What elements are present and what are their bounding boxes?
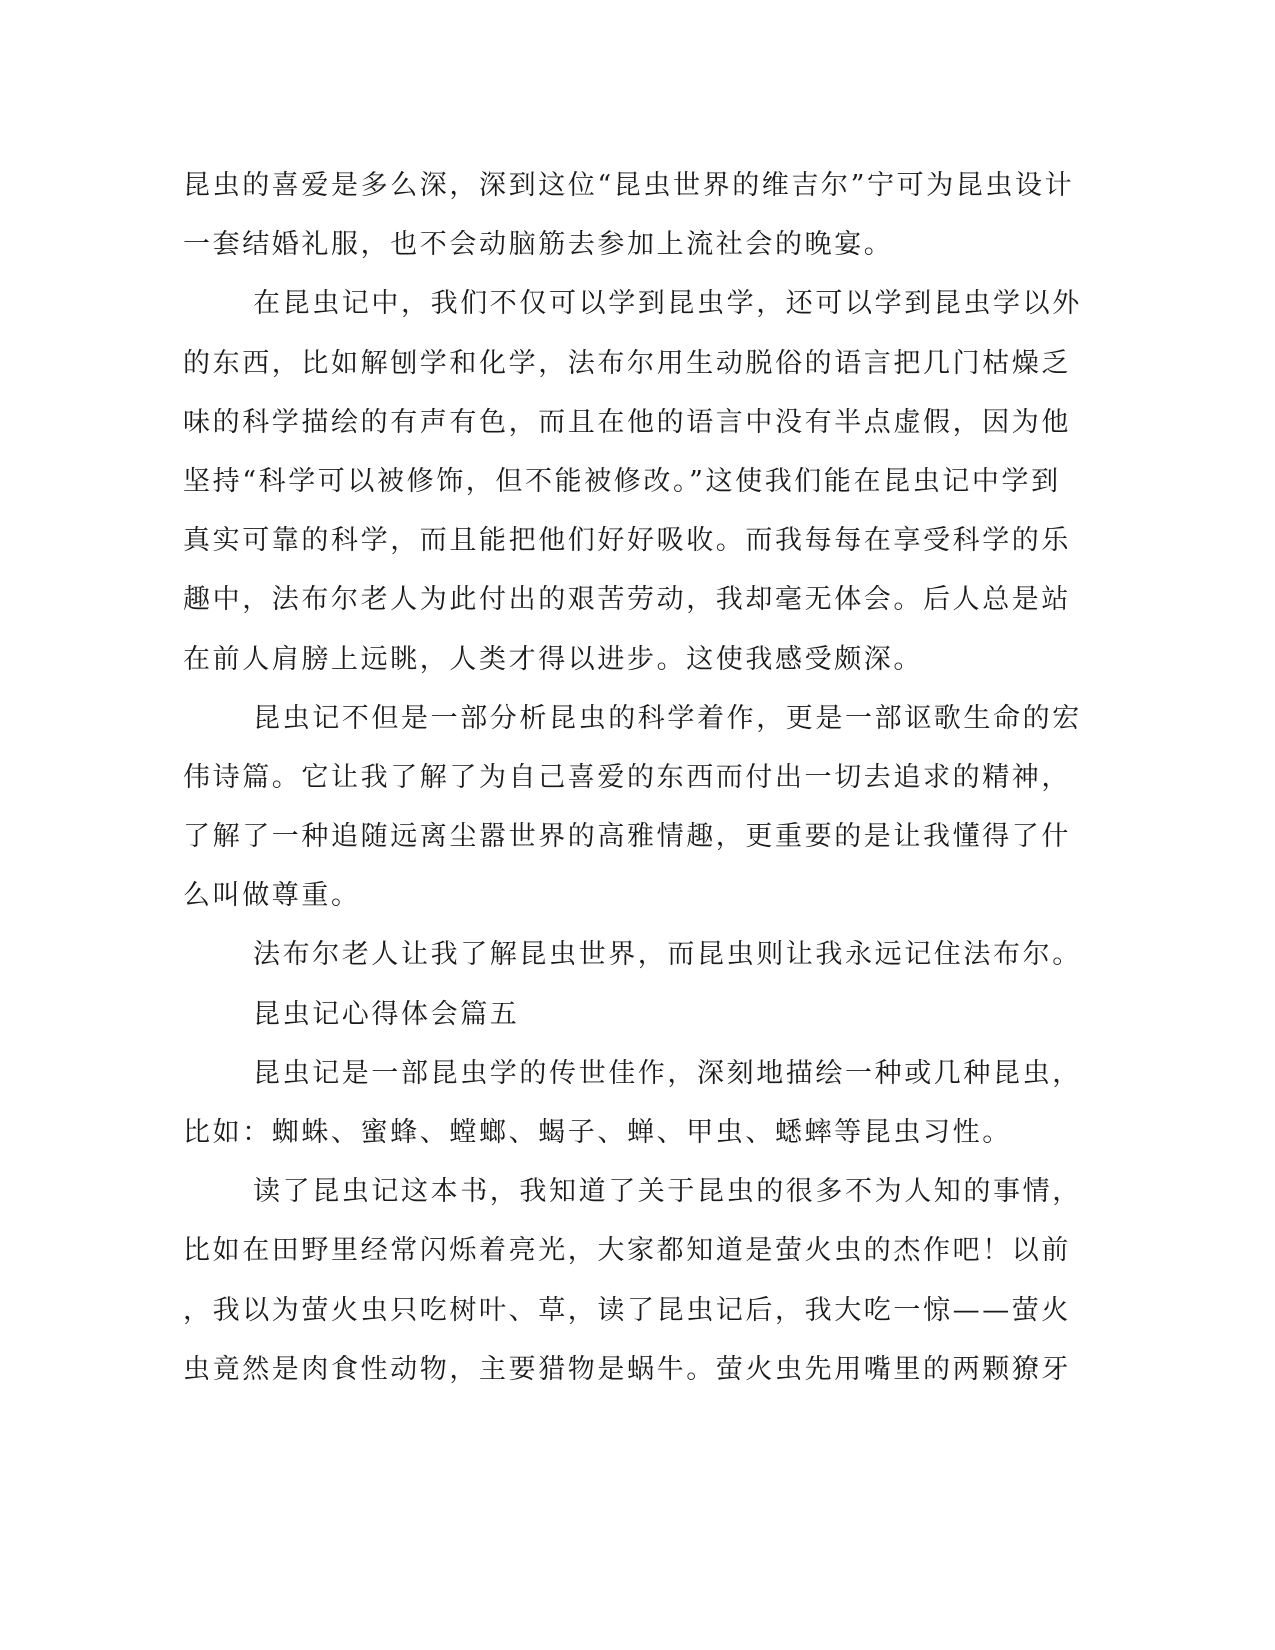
text-line: 比如在田野里经常闪烁着亮光，大家都知道是萤火虫的杰作吧！以前 [183, 1235, 1071, 1267]
text-line: 真实可靠的科学，而且能把他们好好吸收。而我每每在享受科学的乐 [183, 525, 1071, 557]
text-line: 昆虫记心得体会篇五 [253, 998, 520, 1030]
text-line: 读了昆虫记这本书，我知道了关于昆虫的很多不为人知的事情， [253, 1176, 1082, 1208]
text-line: 比如：蜘蛛、蜜蜂、螳螂、蝎子、蝉、甲虫、蟋蟀等昆虫习性。 [183, 1117, 1012, 1148]
text-line: 趣中，法布尔老人为此付出的艰苦劳动，我却毫无体会。后人总是站 [183, 584, 1071, 616]
text-line: 法布尔老人让我了解昆虫世界，而昆虫则让我永远记住法布尔。 [253, 939, 1082, 971]
text-line: 一套结婚礼服，也不会动脑筋去参加上流社会的晚宴。 [183, 229, 894, 261]
text-line: 么叫做尊重。 [183, 880, 361, 912]
text-line: 虫竟然是肉食性动物，主要猎物是蜗牛。萤火虫先用嘴里的两颗獠牙 [183, 1353, 1071, 1385]
text-line: 了解了一种追随远离尘嚣世界的高雅情趣，更重要的是让我懂得了什 [183, 821, 1071, 853]
text-line: ，我以为萤火虫只吃树叶、草，读了昆虫记后，我大吃一惊——萤火 [183, 1294, 1071, 1326]
text-line: 味的科学描绘的有声有色，而且在他的语言中没有半点虚假，因为他 [183, 406, 1071, 438]
text-line: 伟诗篇。它让我了解了为自己喜爱的东西而付出一切去追求的精神， [183, 761, 1071, 793]
text-line: 昆虫记不但是一部分析昆虫的科学着作，更是一部讴歌生命的宏 [253, 702, 1082, 734]
body-text [183, 156, 1082, 1399]
text-line: 坚持“科学可以被修饰，但不能被修改。”这使我们能在昆虫记中学到 [183, 465, 1061, 497]
text-line: 的东西，比如解刨学和化学，法布尔用生动脱俗的语言把几门枯燥乏 [183, 347, 1071, 379]
text-line: 在昆虫记中，我们不仅可以学到昆虫学，还可以学到昆虫学以外 [253, 288, 1082, 320]
text-line: 昆虫的喜爱是多么深，深到这位“昆虫世界的维吉尔”宁可为昆虫设计 [183, 170, 1075, 201]
text-line: 在前人肩膀上远眺，人类才得以进步。这使我感受颇深。 [183, 643, 923, 675]
text-line: 昆虫记是一部昆虫学的传世佳作，深刻地描绘一种或几种昆虫， [253, 1057, 1082, 1089]
